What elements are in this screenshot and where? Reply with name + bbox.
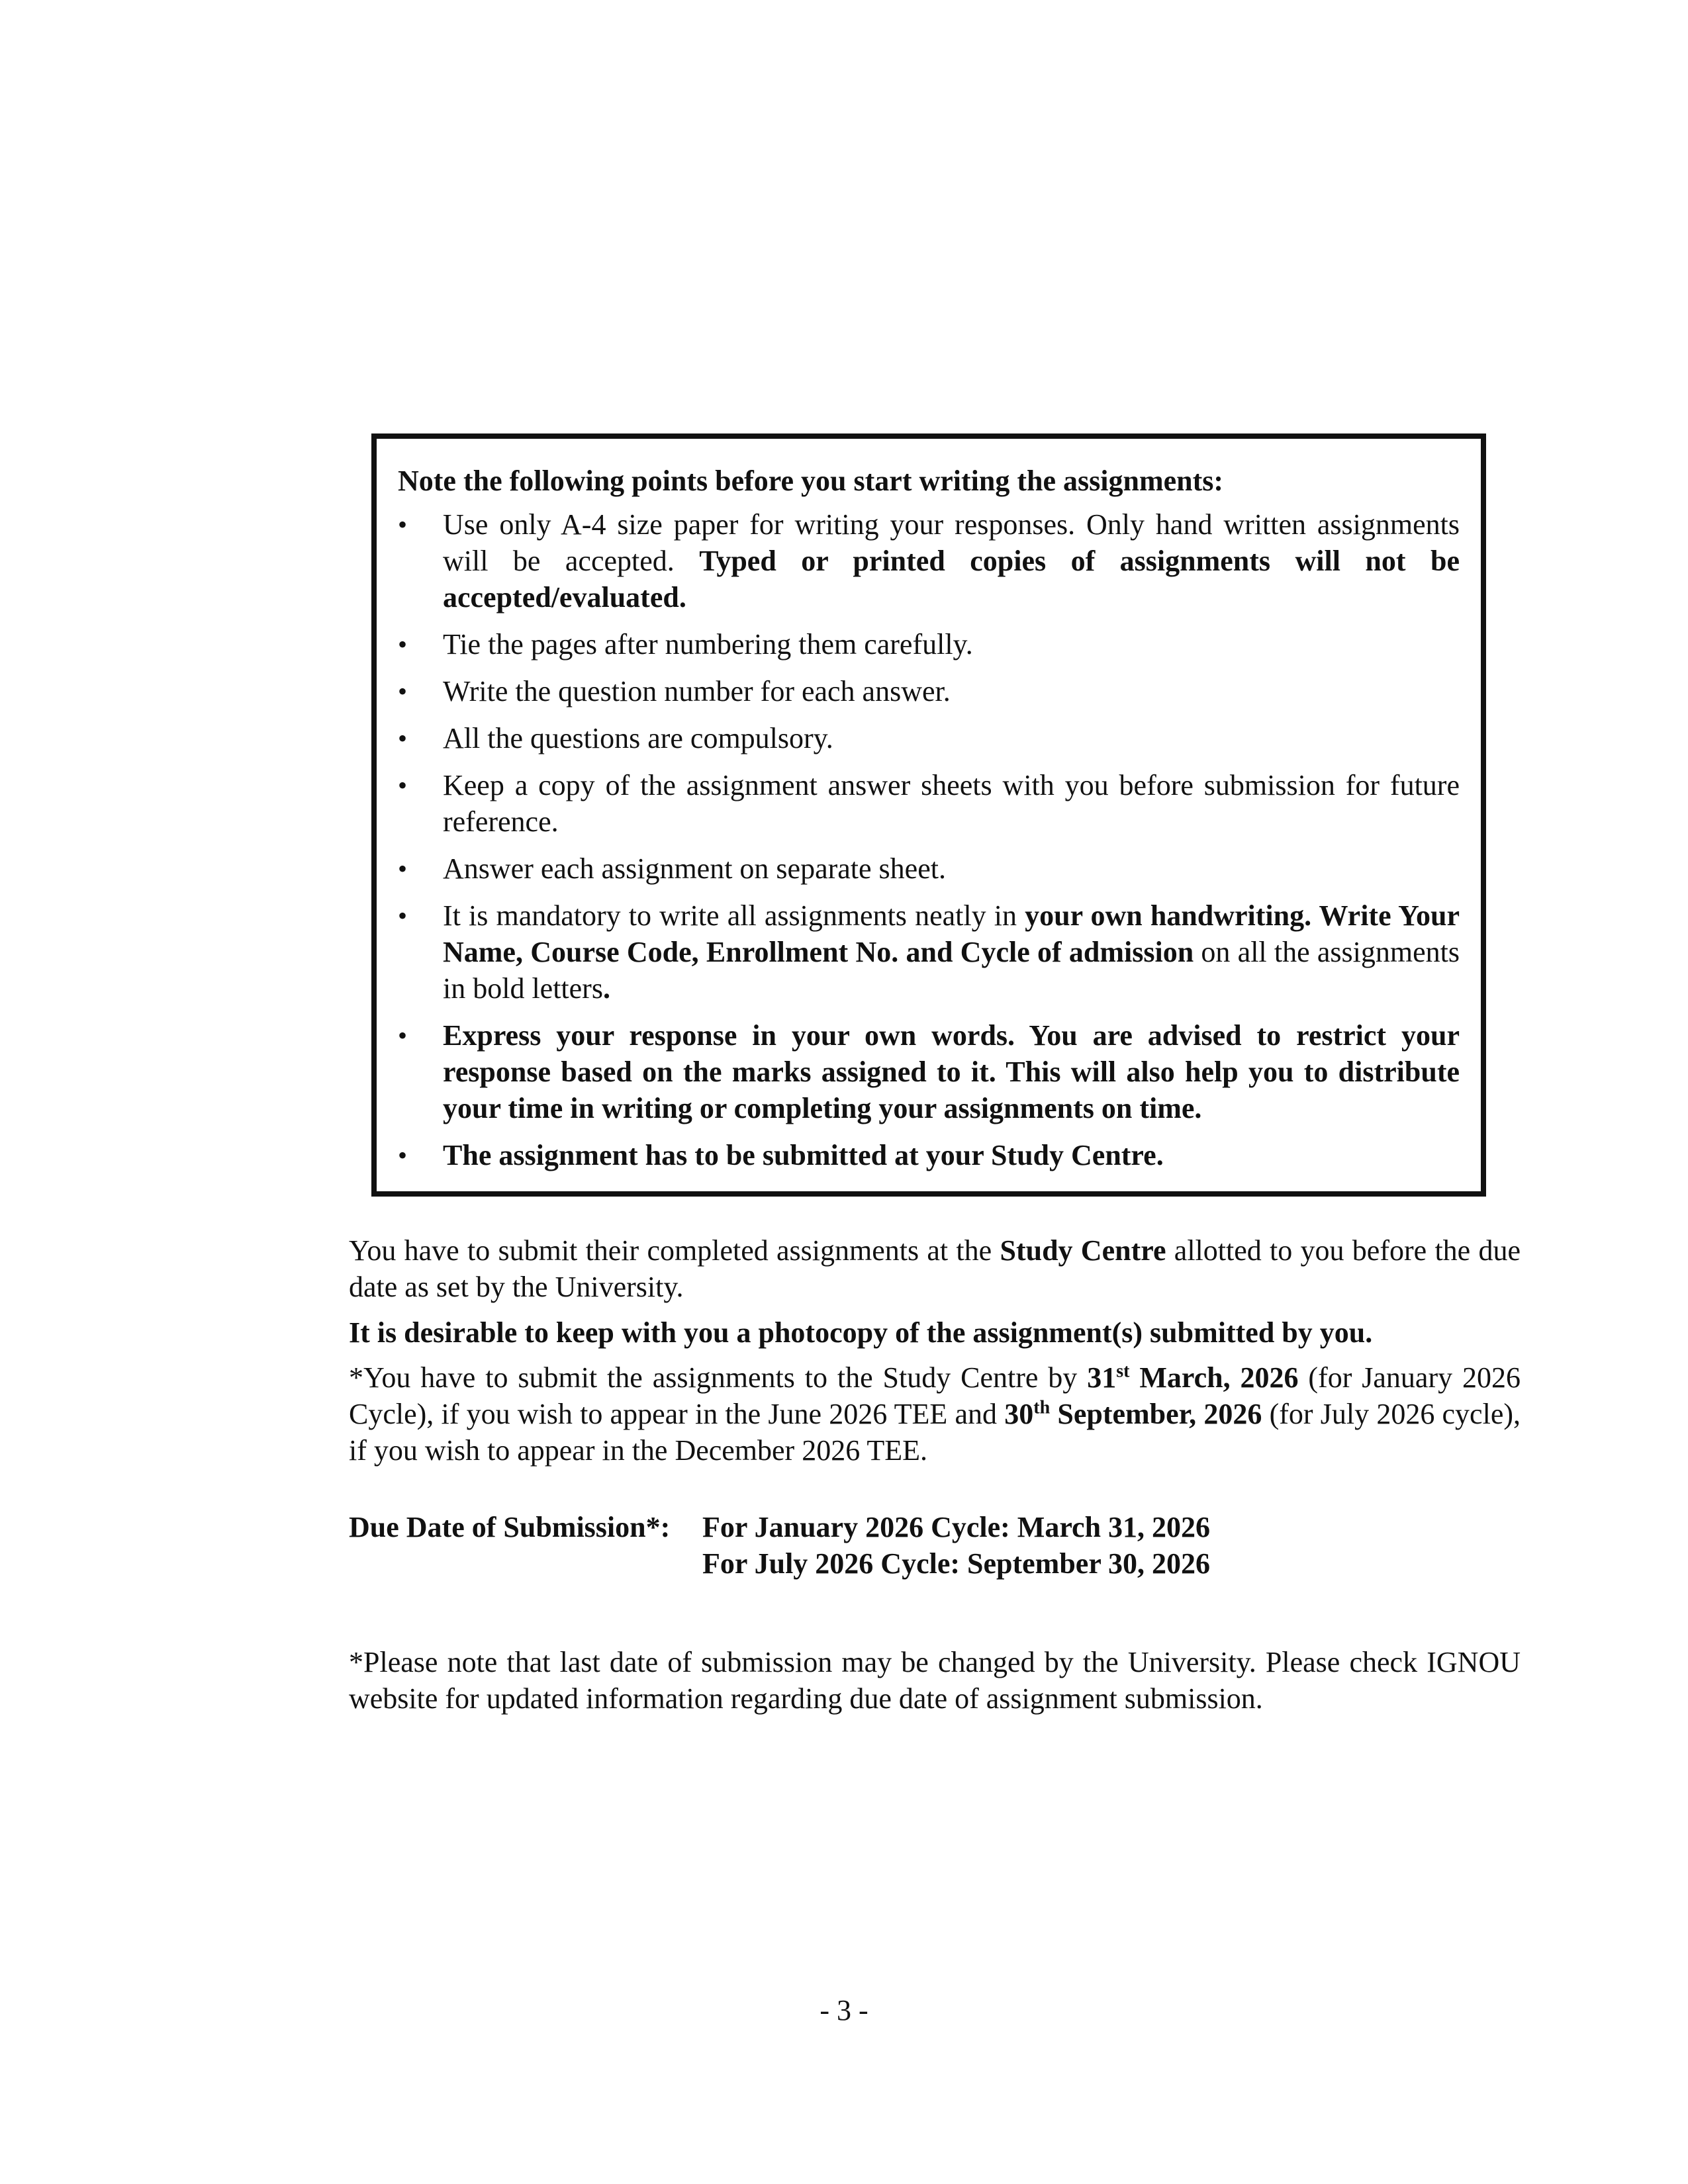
note-item-bold-text: The assignment has to be submitted at your Study Centre. <box>443 1139 1164 1171</box>
submission-paragraph <box>349 1232 1521 1305</box>
note-list-item <box>398 720 1460 756</box>
bullet-icon: • <box>398 510 408 539</box>
bullet-icon: • <box>398 723 408 753</box>
bullet-icon: • <box>398 1021 408 1050</box>
deadline-text-3: (for July 2026 cycle), if you wish to appear in the December 2026 TEE. <box>349 1398 1521 1467</box>
note-item-text: It is mandatory to write all assignments neatly in <box>443 899 1025 932</box>
due-date-row-1 <box>349 1509 1210 1545</box>
due-date-row-2 <box>349 1545 1210 1582</box>
note-item-text: Keep a copy of the assignment answer sheets with you before submission for future reference. <box>443 769 1460 838</box>
note-list <box>398 506 1460 1173</box>
note-list-item <box>398 767 1460 840</box>
deadline-date-1-month: March, 2026 <box>1129 1361 1299 1394</box>
disclaimer-paragraph: *Please note that last date of submission may be changed by the University. Please check IGNOU website for updated information regarding due date of assignment submission. <box>349 1646 1521 1715</box>
study-centre-emphasis: Study Centre <box>1000 1234 1166 1267</box>
note-list-item <box>398 626 1460 662</box>
photocopy-note: It is desirable to keep with you a photocopy of the assignment(s) submitted by you. <box>349 1316 1373 1349</box>
bullet-icon: • <box>398 770 408 800</box>
deadline-paragraph <box>349 1359 1521 1469</box>
bullet-icon: • <box>398 1140 408 1170</box>
note-list-item <box>398 1017 1460 1126</box>
note-list-item <box>398 673 1460 709</box>
deadline-text-1: *You have to submit the assignments to the Study Centre by <box>349 1361 1088 1394</box>
deadline-date-2-suffix: th <box>1033 1397 1051 1418</box>
note-list-item <box>398 850 1460 887</box>
bullet-icon: • <box>398 629 408 659</box>
due-date-block <box>349 1509 1210 1582</box>
note-item-text: Use only A-4 size paper for writing your responses. Only hand written assignments will be accepted. <box>443 508 1460 577</box>
note-item-text: Write the question number for each answer. <box>443 675 951 707</box>
note-item-bold-text: Typed or printed copies of assignments will not be accepted/evaluated. <box>443 545 1460 614</box>
page-number: - 3 - <box>820 1994 868 2026</box>
bullet-icon: • <box>398 854 408 884</box>
submission-paragraph-text-end: allotted to you before the due date as set by the University. <box>349 1234 1521 1303</box>
note-item-text: Tie the pages after numbering them carefully. <box>443 628 973 660</box>
note-item-bold-text: Express your response in your own words. You are advised to restrict your response based on the marks assigned to it. This will also help you to distribute your time in writing or completing your assignments on time. <box>443 1019 1460 1124</box>
note-list-item <box>398 506 1460 615</box>
note-list-item <box>398 1137 1460 1173</box>
note-item-bold-text: your own handwriting. Write Your Name, Course Code, Enrollment No. and Cycle of admission <box>443 899 1460 968</box>
note-item-bold-text: . <box>602 972 610 1005</box>
deadline-text-2: (for January 2026 Cycle), if you wish to appear in the June 2026 TEE and <box>349 1361 1521 1430</box>
due-date-january: For January 2026 Cycle: March 31, 2026 <box>702 1511 1211 1543</box>
note-box <box>371 433 1486 1197</box>
bullet-icon: • <box>398 901 408 931</box>
deadline-date-1 <box>1087 1361 1298 1394</box>
bullet-icon: • <box>398 676 408 706</box>
deadline-date-1-day: 31 <box>1087 1361 1117 1394</box>
deadline-date-2-day: 30 <box>1004 1398 1034 1430</box>
deadline-date-2-month: September, 2026 <box>1050 1398 1262 1430</box>
note-list-item <box>398 897 1460 1007</box>
due-date-july: For July 2026 Cycle: September 30, 2026 <box>702 1547 1211 1580</box>
deadline-date-2 <box>1004 1398 1262 1430</box>
note-item-text: on all the assignments in bold letters <box>443 936 1460 1005</box>
submission-paragraph-text: You have to submit their completed assignments at the <box>349 1234 1000 1267</box>
deadline-date-1-suffix: st <box>1116 1361 1130 1382</box>
note-item-text: Answer each assignment on separate sheet. <box>443 852 946 885</box>
note-item-text: All the questions are compulsory. <box>443 722 833 754</box>
due-date-label: Due Date of Submission*: <box>349 1511 671 1543</box>
note-heading: Note the following points before you start writing the assignments: <box>398 465 1224 497</box>
